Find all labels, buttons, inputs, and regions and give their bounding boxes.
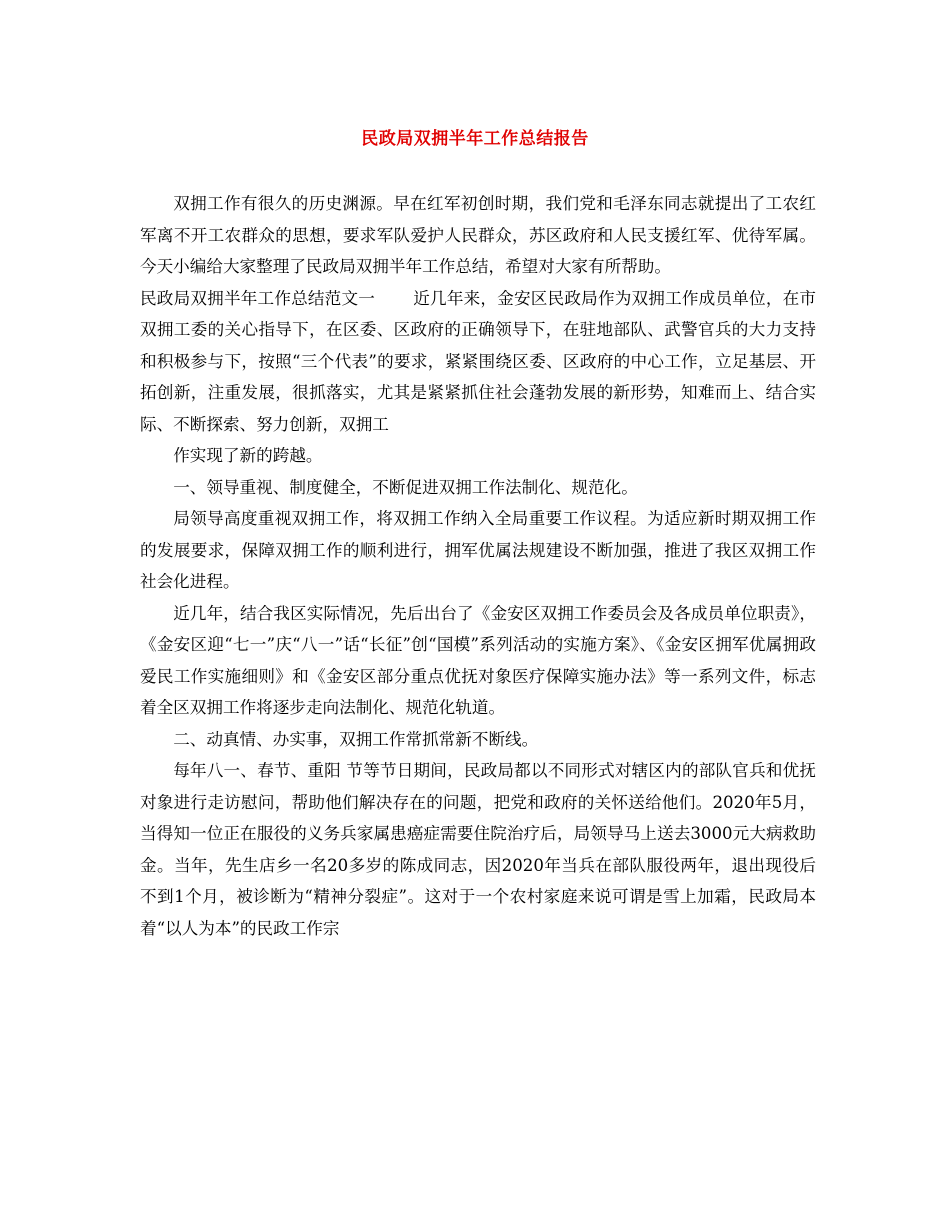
- section-2-heading: 二、动真情、办实事，双拥工作常抓常新不断线。: [173, 729, 539, 749]
- section-1-heading: 一、领导重视、制度健全，不断促进双拥工作法制化、规范化。: [173, 477, 638, 497]
- intro-paragraph: 双拥工作有很久的历史渊源。早在红军初创时期，我们党和毛泽东同志就提出了工农红军离不开工农群众的思想，要求军队爱护人民群众，苏区政府和人民支援红军、优待军属。今天小编给大家整理了民政局双拥半年工作总结，希望对大家有所帮助。: [140, 194, 816, 276]
- continuation-paragraph: 作实现了新的跨越。: [173, 446, 323, 465]
- section-2-paragraph-1: 每年八一、春节、重阳 节等节日期间，民政局都以不同形式对辖区内的部队官兵和优抚对象进行走访慰问，帮助他们解决存在的问题，把党和政府的关怀送给他们。2020年5月，当得知一位正在服役的义务兵家属患癌症需要住院治疗后，局领导马上送去3000元大病救助金。当年，先生店乡一名20多岁的陈成同志，因2020年当兵在部队服役两年，退出现役后不到1个月，被诊断为“精神分裂症”。这对于一个农村家庭来说可谓是雪上加霜，民政局本着“以人为本”的民政工作宗: [140, 761, 816, 938]
- sample-paragraph: [140, 283, 816, 441]
- document-title: 民政局双拥半年工作总结报告: [361, 129, 589, 149]
- section-1-paragraph-2: 近几年，结合我区实际情况，先后出台了《金安区双拥工作委员会及各成员单位职责》，《金安区迎“七一”庆“八一”话“长征”创“国模”系列活动的实施方案》、《金安区拥军优属拥政爱民工作实施细则》和《金安区部分重点优抚对象医疗保障实施办法》等一系列文件，标志着全区双拥工作将逐步走向法制化、规范化轨道。: [140, 603, 816, 717]
- sample-heading: 民政局双拥半年工作总结范文一: [140, 288, 376, 308]
- document-body: [140, 188, 816, 944]
- sample-body-text: 近几年来，金安区民政局作为双拥工作成员单位，在市双拥工委的关心指导下，在区委、区政府的正确领导下，在驻地部队、武警官兵的大力支持和积极参与下，按照“三个代表”的要求，紧紧围绕区委、区政府的中心工作，立足基层、开拓创新，注重发展，很抓落实，尤其是紧紧抓住社会蓬勃发展的新形势，知难而上、结合实际、不断探索、努力创新，双拥工: [140, 288, 817, 434]
- section-1-paragraph-1: 局领导高度重视双拥工作，将双拥工作纳入全局重要工作议程。为适应新时期双拥工作的发展要求，保障双拥工作的顺利进行，拥军优属法规建设不断加强，推进了我区双拥工作社会化进程。: [140, 509, 816, 591]
